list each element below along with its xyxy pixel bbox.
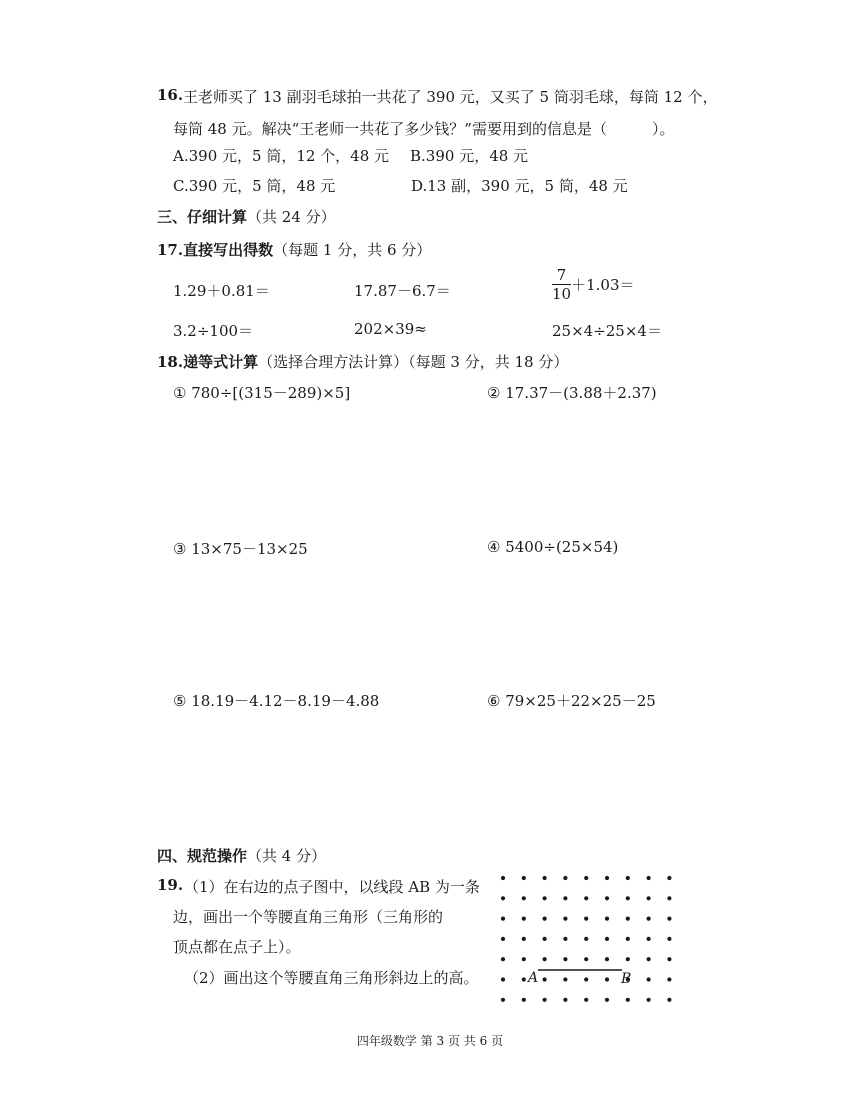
q17-heading: [157, 239, 431, 260]
q17-points: （每题 1 分，共 6 分）: [273, 241, 432, 259]
grid-dot: [501, 957, 505, 961]
page-footer: 四年级数学 第 3 页 共 6 页: [356, 1034, 504, 1048]
grid-dot: [626, 896, 630, 900]
grid-dot: [522, 957, 526, 961]
grid-dot: [647, 957, 651, 961]
q18-item: ② 17.37－(3.88＋2.37): [487, 384, 657, 402]
point-a-label: A: [528, 970, 539, 986]
grid-dot: [667, 977, 671, 981]
grid-dot: [501, 998, 505, 1002]
grid-dot: [522, 917, 526, 921]
grid-dot: [647, 998, 651, 1002]
grid-dot: [647, 896, 651, 900]
grid-dot: [626, 876, 630, 880]
grid-dot: [543, 896, 547, 900]
option-text: 13 副，390 元，5 筒，48 元: [427, 177, 628, 195]
q17-number: 17.: [157, 241, 184, 259]
q19-line-2: 边，画出一个等腰直角三角形（三角形的: [173, 908, 444, 926]
grid-dot: [584, 998, 588, 1002]
grid-dot: [543, 917, 547, 921]
q17-item: 1.29＋0.81＝: [173, 282, 270, 300]
q18-item: ④ 5400÷(25×54): [487, 538, 619, 556]
q18-title: 递等式计算: [183, 353, 259, 371]
q16-option-c: [173, 175, 335, 196]
q19-line-3: 顶点都在点子上）。: [173, 938, 301, 956]
grid-dot: [543, 937, 547, 941]
option-label: A.: [173, 147, 189, 165]
grid-dot: [584, 957, 588, 961]
grid-dot: [563, 937, 567, 941]
q19-line-4: （2）画出这个等腰直角三角形斜边上的高。: [184, 969, 479, 987]
grid-dot: [501, 937, 505, 941]
option-label: C.: [173, 177, 189, 195]
fraction-item-rest: ＋1.03＝: [571, 276, 635, 294]
q19-line-1: （1）在右边的点子图中，以线段 AB 为一条: [184, 878, 480, 896]
dot-grid[interactable]: [490, 870, 695, 1015]
grid-dot: [543, 957, 547, 961]
q18-item: ⑤ 18.19－4.12－8.19－4.88: [173, 692, 380, 710]
q18-item: ① 780÷[(315－289)×5]: [173, 384, 351, 402]
q17-item: 202×39≈: [354, 320, 427, 338]
grid-dot: [543, 998, 547, 1002]
section-title: 四、规范操作: [157, 847, 248, 865]
q18-heading: [157, 351, 568, 372]
dot-grid-points: [501, 876, 672, 1002]
fraction: [552, 266, 571, 303]
option-label: D.: [411, 177, 428, 195]
q18-points: （选择合理方法计算）（每题 3 分，共 18 分）: [258, 353, 569, 371]
grid-dot: [667, 876, 671, 880]
grid-dot: [626, 917, 630, 921]
grid-dot: [605, 937, 609, 941]
option-text: 390 元，5 筒，12 个，48 元: [188, 147, 390, 165]
grid-dot: [563, 998, 567, 1002]
option-text: 390 元，5 筒，48 元: [188, 177, 336, 195]
grid-dot: [563, 957, 567, 961]
grid-dot: [563, 917, 567, 921]
q18-item: ③ 13×75－13×25: [173, 540, 308, 558]
q16-option-b: [410, 145, 528, 166]
grid-dot: [605, 917, 609, 921]
grid-dot: [584, 917, 588, 921]
q18-number: 18.: [157, 353, 184, 371]
grid-dot: [667, 957, 671, 961]
q16-option-d: [411, 175, 628, 196]
grid-dot: [522, 896, 526, 900]
grid-dot: [501, 896, 505, 900]
q19-number: 19.: [157, 876, 184, 894]
section-points: （共 4 分）: [247, 847, 327, 865]
grid-dot: [501, 977, 505, 981]
grid-dot: [605, 957, 609, 961]
grid-dot: [543, 977, 547, 981]
q17-fraction-item: [552, 266, 635, 303]
grid-dot: [667, 937, 671, 941]
q17-title: 直接写出得数: [183, 241, 274, 259]
grid-dot: [626, 998, 630, 1002]
grid-dot: [543, 876, 547, 880]
section-4-heading: [157, 845, 326, 866]
fraction-denominator: 10: [552, 285, 572, 303]
grid-dot: [667, 998, 671, 1002]
q18-item: ⑥ 79×25＋22×25－25: [487, 692, 656, 710]
grid-dot: [605, 876, 609, 880]
q17-item: 17.87－6.7＝: [354, 282, 451, 300]
option-label: B.: [410, 147, 426, 165]
q16-option-a: [173, 145, 389, 166]
grid-dot: [667, 917, 671, 921]
grid-dot: [563, 896, 567, 900]
grid-dot: [522, 977, 526, 981]
grid-dot: [584, 937, 588, 941]
grid-dot: [563, 977, 567, 981]
grid-dot: [584, 896, 588, 900]
q17-item: 3.2÷100＝: [173, 322, 254, 340]
grid-dot: [626, 937, 630, 941]
q16-line-1: 王老师买了 13 副羽毛球拍一共花了 390 元，又买了 5 筒羽毛球，每筒 12 个，: [183, 88, 718, 106]
q17-item: 25×4÷25×4＝: [552, 322, 662, 340]
fraction-numerator: 7: [552, 266, 571, 285]
grid-dot: [605, 977, 609, 981]
grid-dot: [522, 937, 526, 941]
grid-dot: [647, 876, 651, 880]
q16-line-2: 每筒 48 元。解决“王老师一共花了多少钱？”需要用到的信息是（ ）。: [173, 120, 675, 138]
grid-dot: [667, 896, 671, 900]
grid-dot: [647, 937, 651, 941]
grid-dot: [647, 977, 651, 981]
option-text: 390 元，48 元: [425, 147, 529, 165]
grid-dot: [522, 876, 526, 880]
section-title: 三、仔细计算: [157, 208, 248, 226]
grid-dot: [501, 917, 505, 921]
q16-number: 16.: [157, 86, 184, 104]
section-3-heading: [157, 206, 336, 227]
grid-dot: [647, 917, 651, 921]
grid-dot: [605, 998, 609, 1002]
grid-dot: [584, 876, 588, 880]
grid-dot: [522, 998, 526, 1002]
point-b-label: B: [621, 971, 632, 987]
grid-dot: [605, 896, 609, 900]
grid-dot: [501, 876, 505, 880]
grid-dot: [584, 977, 588, 981]
grid-dot: [626, 957, 630, 961]
section-points: （共 24 分）: [247, 208, 336, 226]
grid-dot: [563, 876, 567, 880]
